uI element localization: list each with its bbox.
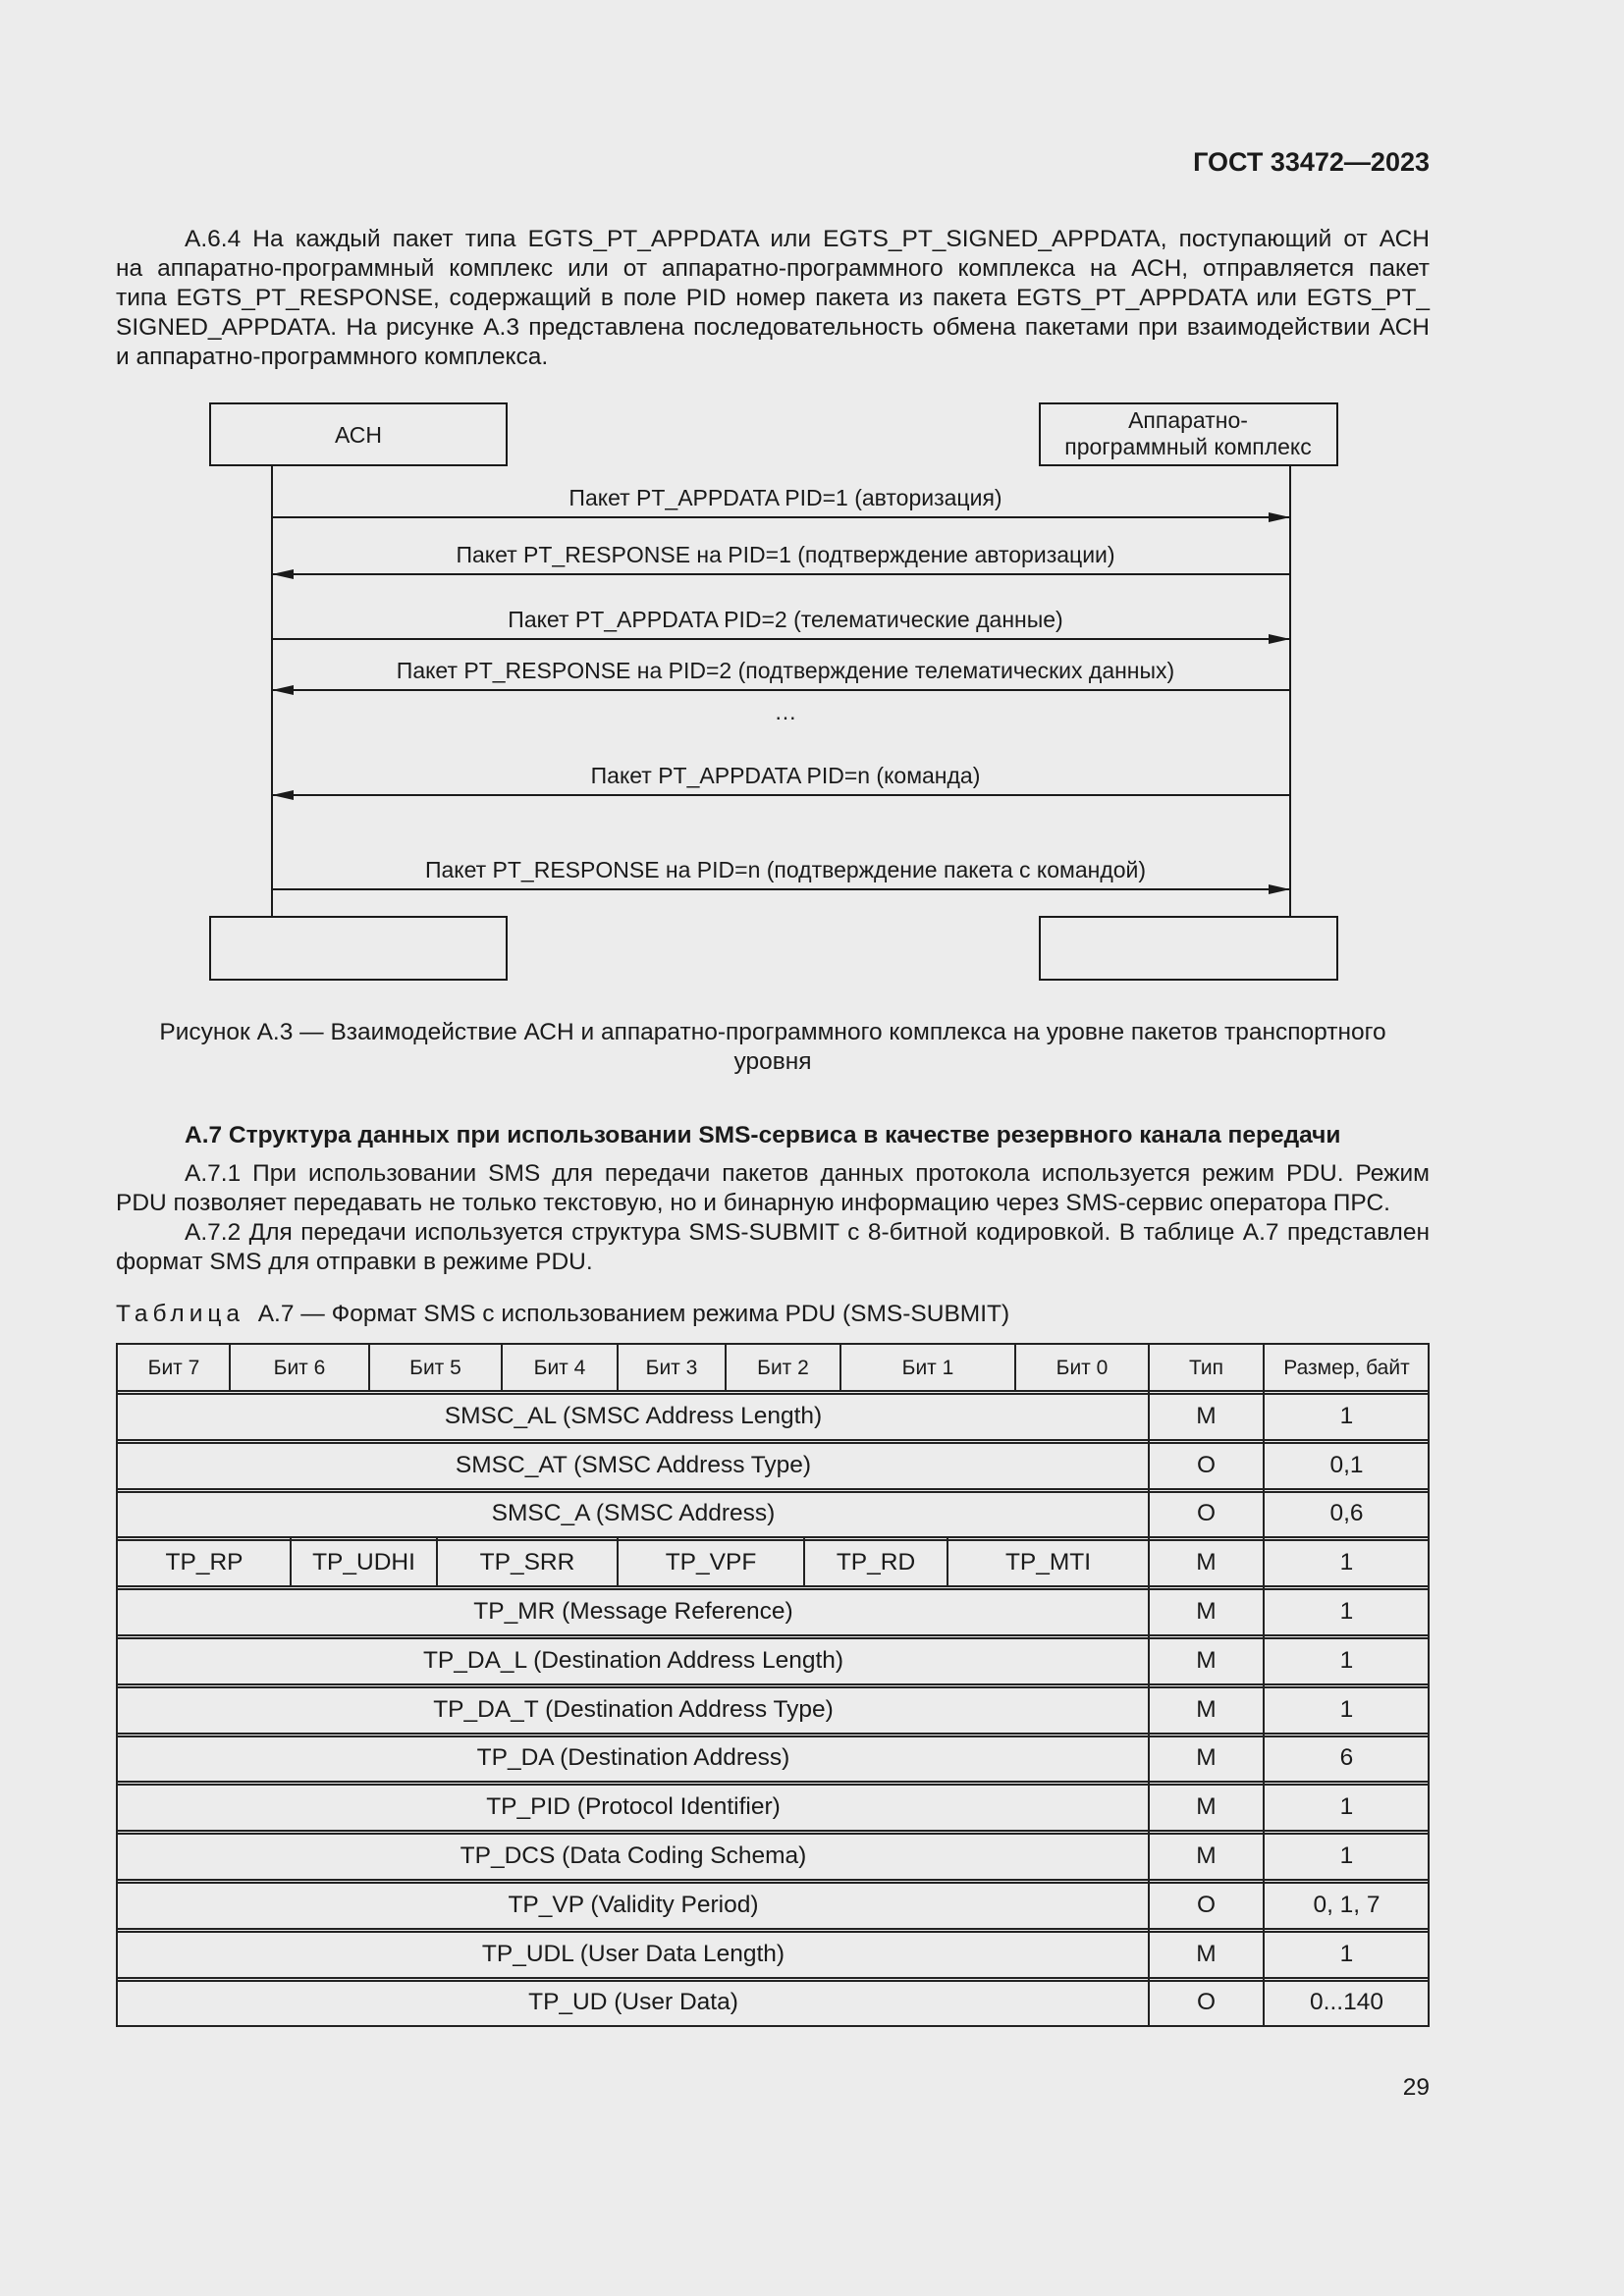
table-header-cell: Бит 5 bbox=[409, 1357, 461, 1379]
section-title: А.7 Структура данных при использовании SMS-сервиса в качестве резервного канала передачи bbox=[185, 1122, 1341, 1148]
table-type-cell: O bbox=[1196, 1500, 1217, 1527]
table-field-cell: TP_DCS (Data Coding Schema) bbox=[460, 1842, 807, 1870]
document-id: ГОСТ 33472—2023 bbox=[1193, 147, 1430, 177]
table-size-cell: 1 bbox=[1339, 1793, 1354, 1821]
table-size-cell: 0, 1, 7 bbox=[1313, 1891, 1380, 1918]
table-vline bbox=[1148, 1345, 1150, 1392]
table-size-cell: 1 bbox=[1339, 1940, 1354, 1967]
table-vline bbox=[617, 1345, 619, 1392]
actor-box-complex-bottom bbox=[1040, 917, 1337, 980]
table-type-cell: M bbox=[1196, 1549, 1217, 1576]
table-field-cell: TP_DA_T (Destination Address Type) bbox=[433, 1695, 834, 1723]
message-label: Пакет PT_APPDATA PID=n (команда) bbox=[590, 763, 981, 788]
actor-label-complex-line2: программный комплекс bbox=[1064, 434, 1312, 459]
figure-caption bbox=[116, 1018, 1430, 1077]
table-size-cell: 1 bbox=[1339, 1402, 1354, 1429]
table-caption bbox=[116, 1301, 1009, 1328]
table-field-cell: TP_DA_L (Destination Address Length) bbox=[422, 1646, 844, 1674]
table-type-cell: M bbox=[1196, 1695, 1217, 1723]
table-header-cell: Бит 3 bbox=[645, 1357, 698, 1379]
table-field-cell: TP_UD (User Data) bbox=[528, 1989, 738, 2016]
sequence-diagram bbox=[0, 0, 1624, 1001]
table-type-cell: M bbox=[1196, 1646, 1217, 1674]
table-vline bbox=[803, 1538, 805, 1587]
table-type-cell: M bbox=[1196, 1842, 1217, 1870]
table-bit-cell: TP_RP bbox=[165, 1549, 244, 1576]
table-type-cell: O bbox=[1196, 1989, 1217, 2016]
table-header-cell: Бит 7 bbox=[147, 1357, 200, 1379]
table-field-cell: TP_PID (Protocol Identifier) bbox=[486, 1793, 781, 1821]
figure-caption-line1: Рисунок А.3 — Взаимодействие АСН и аппаратно-программного комплекса на уровне пакетов транспортного bbox=[159, 1019, 1386, 1045]
table-vline bbox=[501, 1345, 503, 1392]
figure-caption-line2: уровня bbox=[733, 1048, 812, 1075]
table-vline bbox=[617, 1538, 619, 1587]
table-type-cell: M bbox=[1196, 1744, 1217, 1772]
message-label: Пакет PT_RESPONSE на PID=n (подтверждение пакета с командой) bbox=[424, 857, 1147, 882]
table-vline bbox=[368, 1345, 370, 1392]
table-size-cell: 0...140 bbox=[1310, 1989, 1383, 2016]
table-field-cell: SMSC_A (SMSC Address) bbox=[491, 1500, 776, 1527]
actor-box-ach-bottom bbox=[210, 917, 507, 980]
table-header-cell: Тип bbox=[1188, 1357, 1223, 1379]
table-header-cell: Бит 0 bbox=[1056, 1357, 1109, 1379]
table-field-cell: TP_VP (Validity Period) bbox=[508, 1891, 759, 1918]
table-size-cell: 1 bbox=[1339, 1549, 1354, 1576]
table-size-cell: 1 bbox=[1339, 1646, 1354, 1674]
message-label: Пакет PT_RESPONSE на PID=2 (подтверждение телематических данных) bbox=[396, 658, 1175, 683]
page-number: 29 bbox=[1402, 2074, 1430, 2101]
table-type-cell: M bbox=[1196, 1940, 1217, 1967]
paragraph-line: А.6.4 На каждый пакет типа EGTS_PT_APPDATA или EGTS_PT_SIGNED_APPDATA, поступающий от АСН bbox=[185, 226, 1430, 252]
table-bit-cell: TP_RD bbox=[836, 1549, 916, 1576]
table-field-cell: TP_UDL (User Data Length) bbox=[481, 1940, 785, 1967]
table-field-cell: TP_MR (Message Reference) bbox=[473, 1598, 793, 1626]
paragraph-line: типа EGTS_PT_RESPONSE, содержащий в поле PID номер пакета из пакета EGTS_PT_APPDATA или EGTS_PT_ bbox=[116, 285, 1430, 311]
table-size-cell: 1 bbox=[1339, 1598, 1354, 1626]
table-size-cell: 1 bbox=[1339, 1695, 1354, 1723]
table-type-cell: O bbox=[1196, 1451, 1217, 1478]
table-vline bbox=[1263, 1345, 1265, 1392]
actor-label-complex-line1: Аппаратно- bbox=[1128, 407, 1248, 433]
table-type-cell: M bbox=[1196, 1402, 1217, 1429]
table-header-cell: Бит 1 bbox=[901, 1357, 954, 1379]
table-bit-cell: TP_MTI bbox=[1004, 1549, 1092, 1576]
paragraph-line: и аппаратно-программного комплекса. bbox=[116, 344, 549, 370]
table-bit-cell: TP_SRR bbox=[479, 1549, 575, 1576]
table-size-cell: 1 bbox=[1339, 1842, 1354, 1870]
table-vline bbox=[229, 1345, 231, 1392]
table-size-cell: 6 bbox=[1339, 1744, 1354, 1772]
table-bit-cell: TP_UDHI bbox=[312, 1549, 415, 1576]
paragraph-line: формат SMS для отправки в режиме PDU. bbox=[116, 1249, 593, 1275]
message-label: Пакет PT_APPDATA PID=2 (телематические данные) bbox=[508, 607, 1063, 632]
table-field-cell: TP_DA (Destination Address) bbox=[476, 1744, 790, 1772]
table-caption-text: А.7 — Формат SMS с использованием режима PDU (SMS-SUBMIT) bbox=[257, 1301, 1010, 1327]
section-a7-body bbox=[116, 1159, 1430, 1277]
table-size-cell: 0,6 bbox=[1329, 1500, 1364, 1527]
paragraph-line: SIGNED_APPDATA. На рисунке А.3 представлена последовательность обмена пакетами при взаимодействии АСН bbox=[116, 314, 1430, 341]
table-field-cell: SMSC_AT (SMSC Address Type) bbox=[455, 1451, 812, 1478]
table-header-cell: Бит 2 bbox=[757, 1357, 809, 1379]
table-caption-word: Таблица bbox=[116, 1301, 245, 1327]
table-type-cell: M bbox=[1196, 1598, 1217, 1626]
table-vline bbox=[1014, 1345, 1016, 1392]
table-field-cell: SMSC_AL (SMSC Address Length) bbox=[444, 1402, 823, 1429]
ellipsis: … bbox=[774, 699, 797, 724]
table-type-cell: O bbox=[1196, 1891, 1217, 1918]
paragraph-line: А.7.1 При использовании SMS для передачи пакетов данных протокола используется режим PDU. Режим bbox=[185, 1160, 1430, 1187]
table-size-cell: 0,1 bbox=[1329, 1451, 1364, 1478]
table-bit-cell: TP_VPF bbox=[665, 1549, 757, 1576]
paragraph-line: на аппаратно-программный комплекс или от аппаратно-программного комплекса на АСН, отправляется пакет bbox=[116, 255, 1430, 282]
table-vline bbox=[725, 1345, 727, 1392]
actor-label-ach: АСН bbox=[334, 422, 383, 448]
table-vline bbox=[839, 1345, 841, 1392]
table-header-cell: Размер, байт bbox=[1283, 1357, 1410, 1379]
table-vline bbox=[436, 1538, 438, 1587]
table-vline bbox=[947, 1538, 948, 1587]
table-header-cell: Бит 4 bbox=[533, 1357, 586, 1379]
paragraph-line: PDU позволяет передавать не только текстовую, но и бинарную информацию через SMS-сервис оператора ПРС. bbox=[116, 1190, 1390, 1216]
message-label: Пакет PT_RESPONSE на PID=1 (подтверждение авторизации) bbox=[456, 542, 1115, 567]
table-vline bbox=[290, 1538, 292, 1587]
paragraph-line: А.7.2 Для передачи используется структура SMS-SUBMIT с 8-битной кодировкой. В таблице А.7 представлен bbox=[185, 1219, 1430, 1246]
sms-format-table bbox=[116, 1343, 1430, 2027]
message-label: Пакет PT_APPDATA PID=1 (авторизация) bbox=[568, 485, 1002, 510]
table-header-cell: Бит 6 bbox=[273, 1357, 326, 1379]
table-type-cell: M bbox=[1196, 1793, 1217, 1821]
